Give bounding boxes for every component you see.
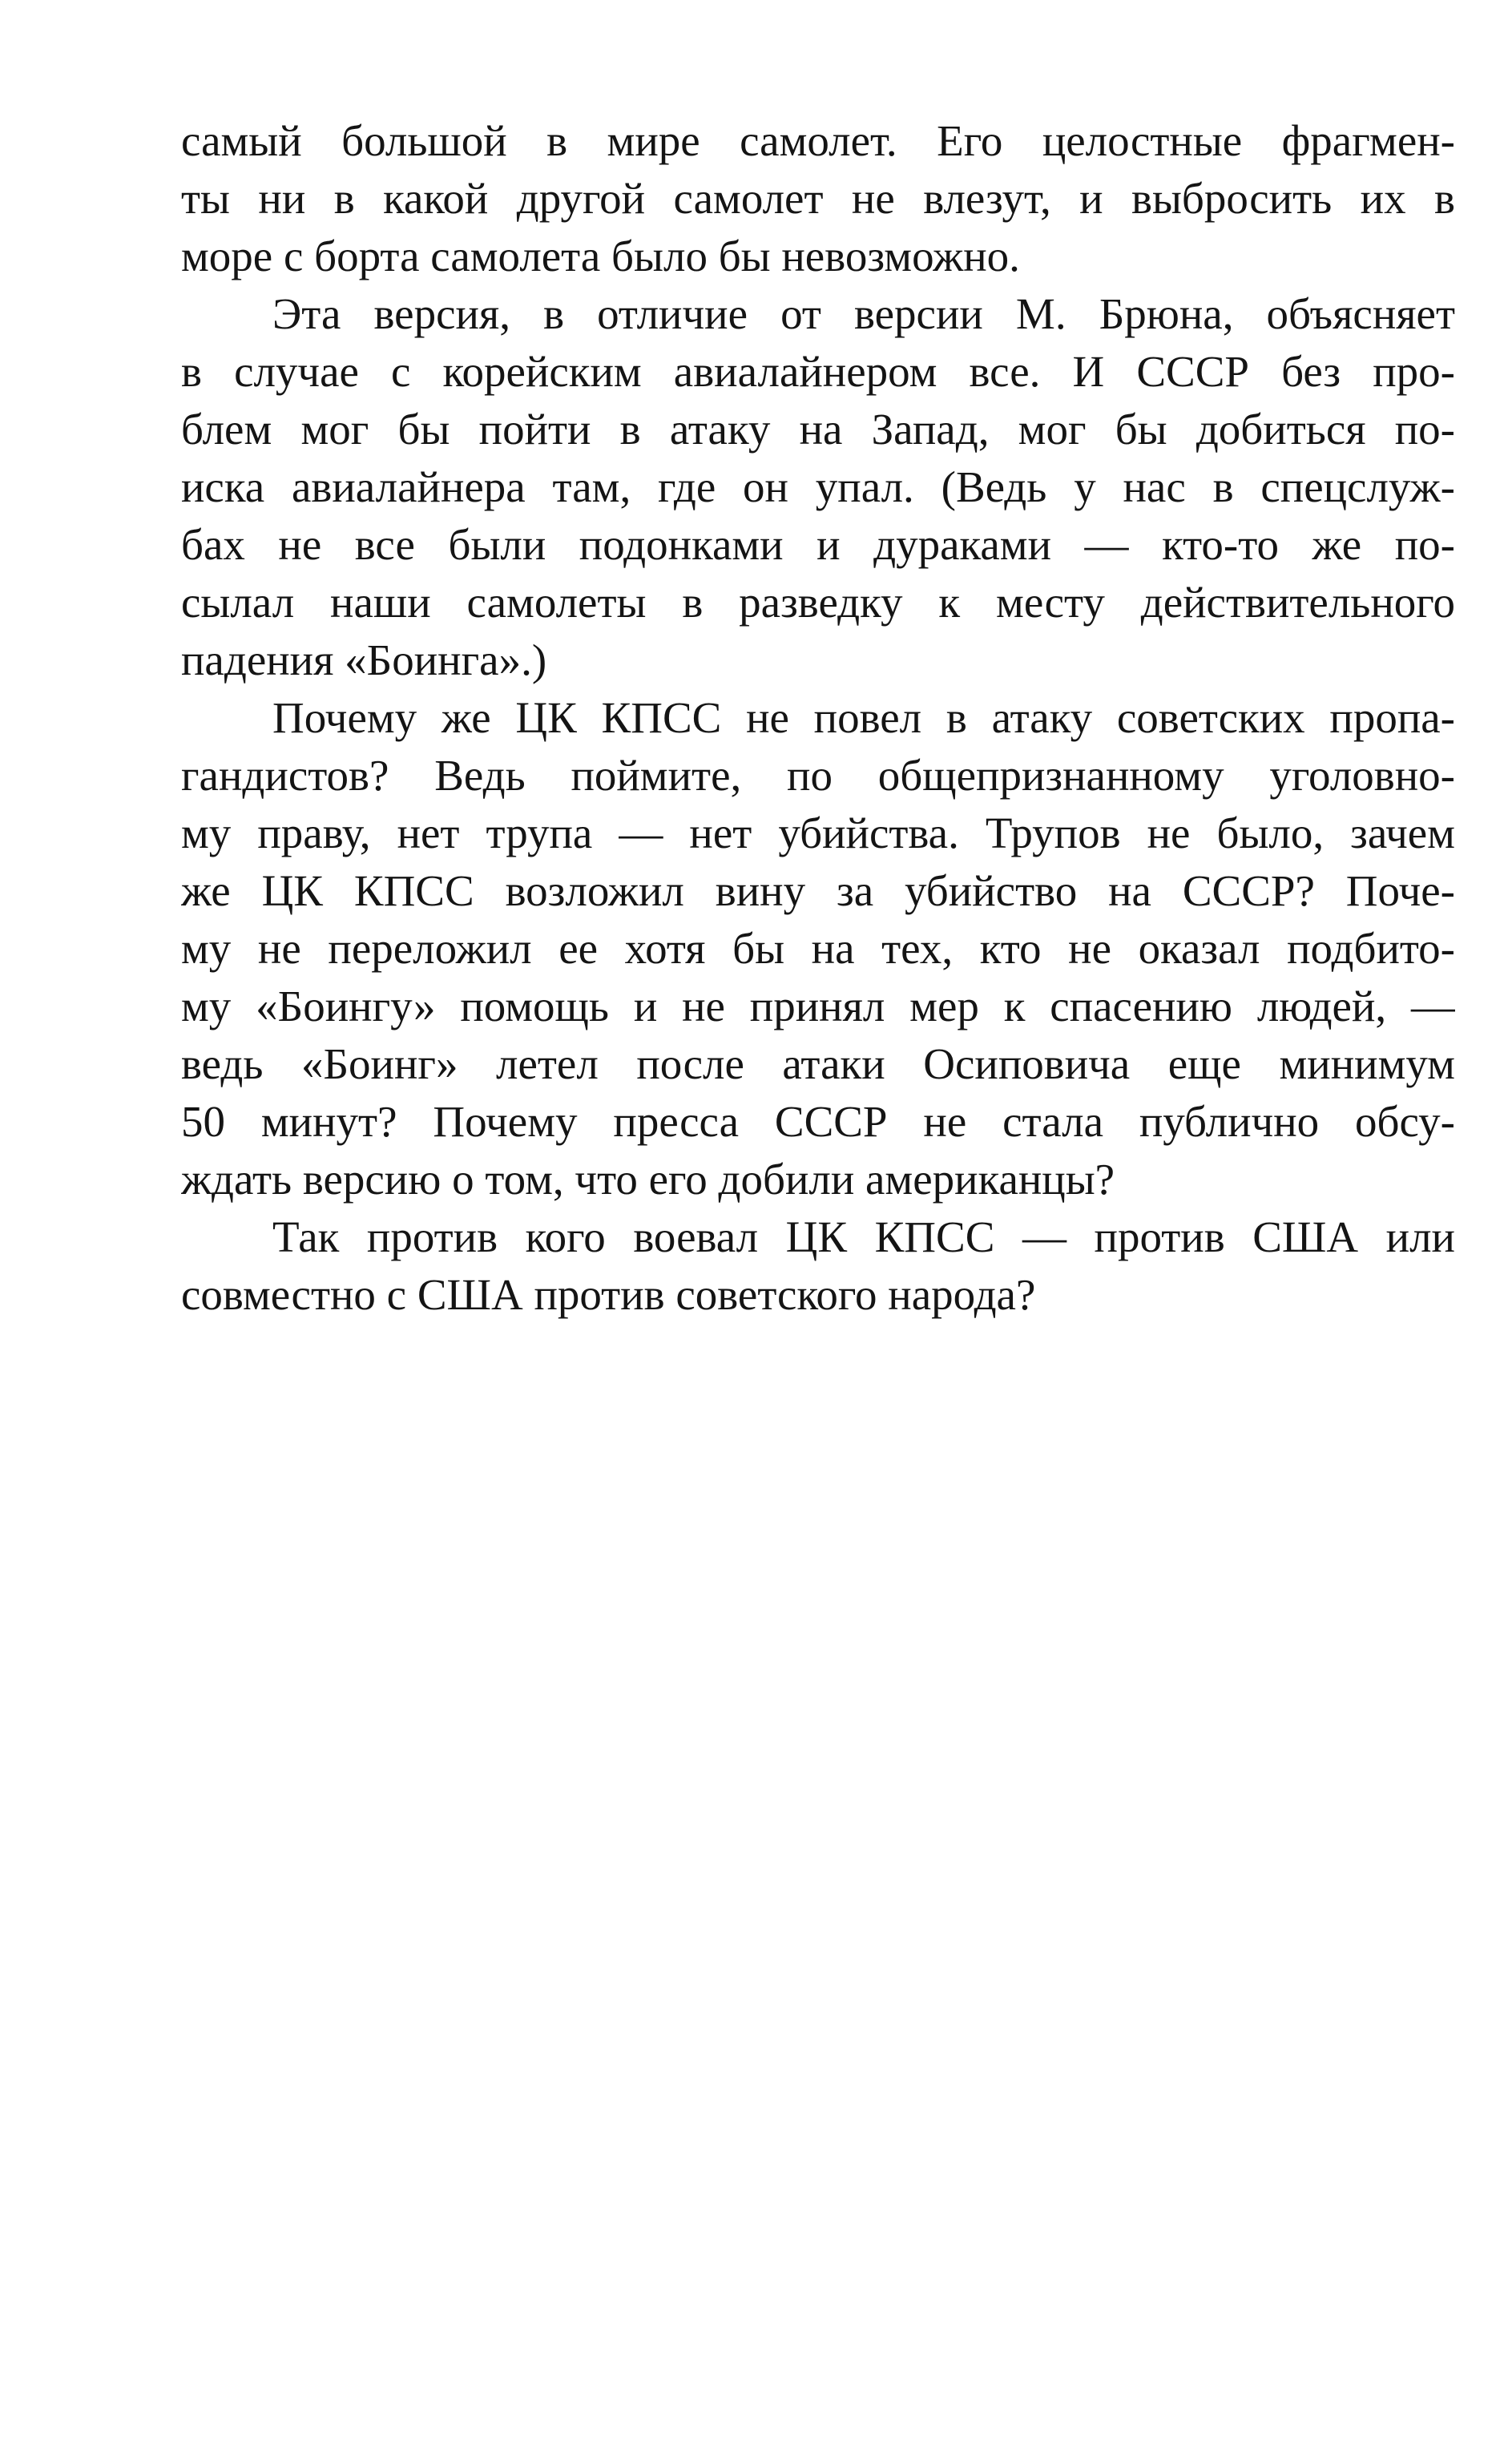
paragraph-3 <box>181 689 1455 1208</box>
text-line: самый большой в мире самолет. Его целостные фрагмен- <box>181 116 1455 165</box>
text-line: же ЦК КПСС возложил вину за убийство на СССР? Поче- <box>181 866 1455 915</box>
text-line: бах не все были подонками и дураками — кто-то же по- <box>181 520 1455 569</box>
text-line: му праву, нет трупа — нет убийства. Трупов не было, зачем <box>181 809 1455 857</box>
text-line: Почему же ЦК КПСС не повел в атаку советских пропа- <box>272 693 1455 742</box>
text-line: Так против кого воевал ЦК КПСС — против США или <box>272 1212 1455 1261</box>
text-line: в случае с корейским авиалайнером все. И СССР без про- <box>181 347 1455 396</box>
text-line: иска авиалайнера там, где он упал. (Ведь у нас в спецслуж- <box>181 462 1455 511</box>
text-line: ждать версию о том, что его добили американцы? <box>181 1155 1115 1204</box>
text-line: совместно с США против советского народа? <box>181 1270 1036 1319</box>
text-line: му «Боингу» помощь и не принял мер к спасению людей, — <box>181 982 1455 1030</box>
text-line: блем мог бы пойти в атаку на Запад, мог бы добиться по- <box>181 405 1455 454</box>
text-line: сылал наши самолеты в разведку к месту действительного <box>181 578 1455 627</box>
text-line: му не переложил ее хотя бы на тех, кто не оказал подбито- <box>181 924 1455 973</box>
book-page-text <box>181 112 1455 1324</box>
text-line: 50 минут? Почему пресса СССР не стала публично обсу- <box>181 1097 1455 1146</box>
text-line: море с борта самолета было бы невозможно. <box>181 232 1020 280</box>
text-line: падения «Боинга».) <box>181 635 547 684</box>
text-line: ты ни в какой другой самолет не влезут, и выбросить их в <box>181 174 1455 223</box>
paragraph-4 <box>181 1208 1455 1324</box>
text-line: ведь «Боинг» летел после атаки Осиповича еще минимум <box>181 1039 1455 1088</box>
text-line: гандистов? Ведь поймите, по общепризнанному уголовно- <box>181 751 1455 800</box>
text-line: Эта версия, в отличие от версии М. Брюна, объясняет <box>272 289 1455 338</box>
paragraph-2 <box>181 285 1455 689</box>
paragraph-1 <box>181 112 1455 285</box>
